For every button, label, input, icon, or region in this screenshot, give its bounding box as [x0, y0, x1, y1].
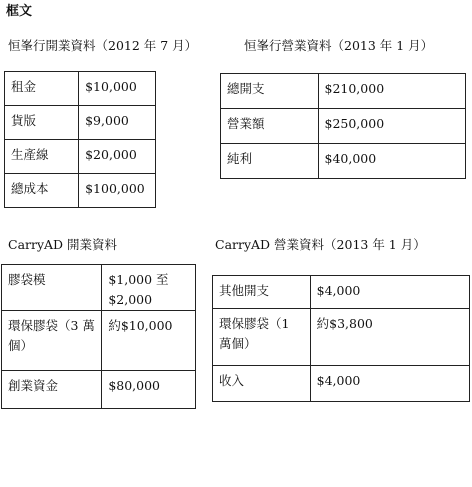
row-value: $4,000 [310, 366, 469, 402]
table-row [221, 74, 466, 109]
row-label: 生產線 [5, 140, 79, 174]
page-heading: 框文 [6, 4, 33, 19]
row-value: $100,000 [79, 174, 156, 208]
row-label: 純利 [221, 144, 319, 179]
table-row [5, 140, 156, 174]
row-value: $9,000 [79, 106, 156, 140]
row-value: $40,000 [318, 144, 466, 179]
section-2-caption: 恒峯行營業資料（2013 年 1 月） [244, 38, 434, 53]
row-label: 環保膠袋（1 萬個） [213, 309, 311, 366]
row-value: $1,000 至$2,000 [102, 265, 196, 311]
section-3-caption: CarryAD 開業資料 [8, 237, 118, 252]
section-1-caption: 恒峯行開業資料（2012 年 7 月） [8, 38, 198, 53]
row-value: 約$3,800 [310, 309, 469, 366]
table-row [5, 72, 156, 106]
table-row [2, 371, 196, 409]
row-value: $250,000 [318, 109, 466, 144]
section-2-table [220, 73, 466, 179]
table-row [213, 276, 470, 309]
table-row [213, 366, 470, 402]
table-row [2, 311, 196, 371]
table-row [213, 309, 470, 366]
row-value: $210,000 [318, 74, 466, 109]
section-4-caption: CarryAD 營業資料（2013 年 1 月） [215, 237, 426, 252]
row-label: 租金 [5, 72, 79, 106]
row-value: $4,000 [310, 276, 469, 309]
section-3-table [1, 264, 196, 409]
section-4-table [212, 275, 470, 402]
table-row [221, 109, 466, 144]
section-1-table [4, 71, 156, 208]
table-row [5, 174, 156, 208]
table-row [2, 265, 196, 311]
row-label: 膠袋模 [2, 265, 102, 311]
row-label: 創業資金 [2, 371, 102, 409]
row-label: 總開支 [221, 74, 319, 109]
row-label: 收入 [213, 366, 311, 402]
row-value: 約$10,000 [102, 311, 196, 371]
row-label: 其他開支 [213, 276, 311, 309]
table-row [221, 144, 466, 179]
row-value: $20,000 [79, 140, 156, 174]
row-label: 貨版 [5, 106, 79, 140]
row-value: $10,000 [79, 72, 156, 106]
row-label: 環保膠袋（3 萬個） [2, 311, 102, 371]
table-row [5, 106, 156, 140]
row-label: 總成本 [5, 174, 79, 208]
row-value: $80,000 [102, 371, 196, 409]
row-label: 營業額 [221, 109, 319, 144]
